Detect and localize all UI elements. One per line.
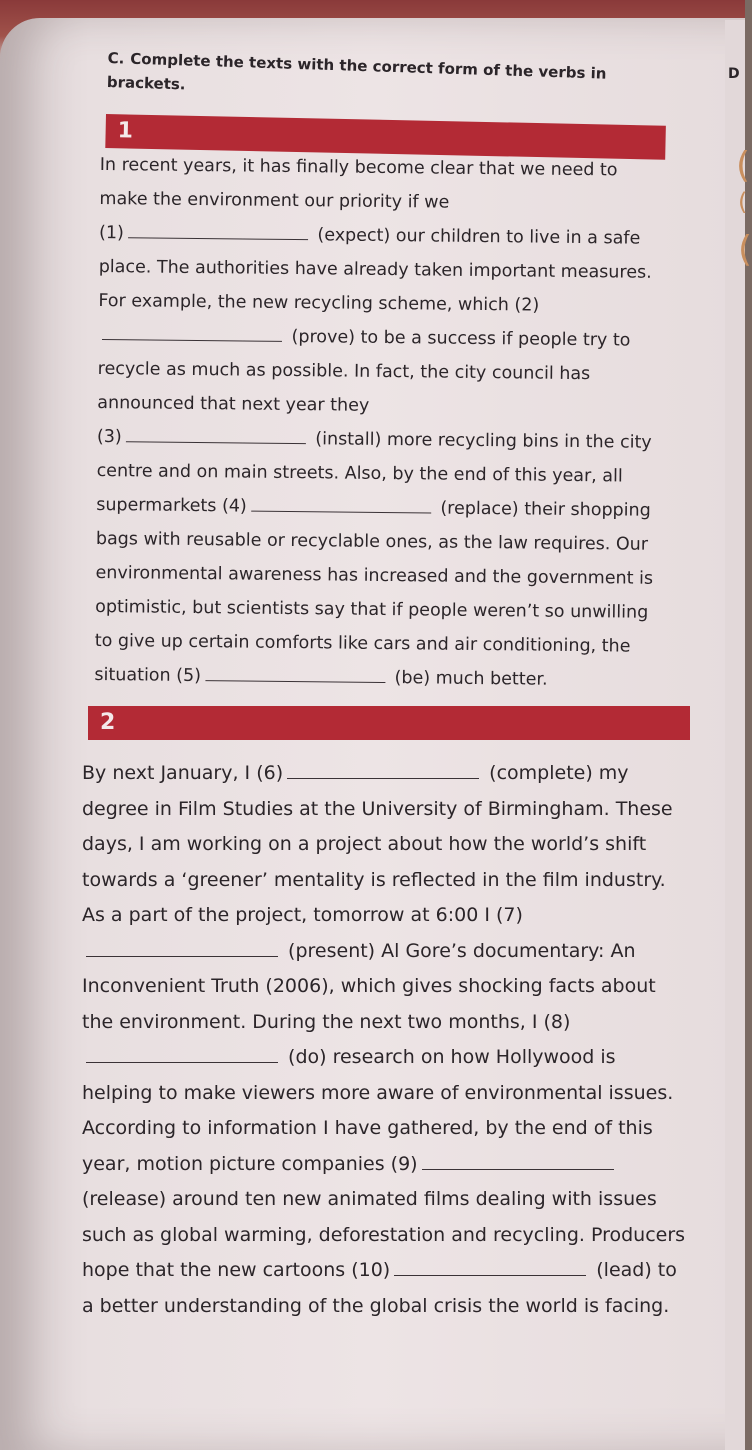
gap-blank-7[interactable] (86, 955, 278, 957)
gap-blank-1[interactable] (128, 236, 308, 240)
decorative-bracket-icon: ( (736, 145, 751, 186)
passage-text: In recent years, it has finally become clear that we need to make the environment our priority if we (99, 154, 618, 213)
text-passage-2 (82, 756, 692, 1324)
gap-number: (3) (96, 426, 122, 448)
gap-blank-9[interactable] (422, 1168, 614, 1170)
passage-text: (lead) to a better understanding of the global crisis the world is facing. (82, 1259, 677, 1317)
section-number: 1 (117, 118, 134, 144)
text-passage-1 (94, 148, 665, 698)
passage-text: (release) around ten new animated films dealing with issues such as global warming, deforestation and recycling. Producers hope that the new cartoons (10) (82, 1188, 686, 1281)
decorative-bracket-icon: ( (738, 229, 752, 270)
gap-number: (1) (99, 222, 125, 244)
passage-text: By next January, I (6) (82, 762, 284, 784)
passage-text: (complete) my degree in Film Studies at the University of Birmingham. These days, I am working on a project about how the world’s shift towards a ‘greener’ mentality is reflected in the film industry. As a part of the project, tomorrow at 6:00 I (7) (82, 762, 673, 926)
gap-blank-4[interactable] (251, 510, 431, 514)
decorative-bracket-icon: ( (738, 188, 748, 216)
next-exercise-letter: D (728, 66, 740, 82)
gap-blank-6[interactable] (287, 777, 479, 779)
passage-text: (expect) our children to live in a safe place. The authorities have already taken important measures. For example, the new recycling scheme, which (2) (98, 225, 652, 316)
passage-text: (prove) to be a success if people try to recycle as much as possible. In fact, the city council has announced that next year they (97, 327, 631, 416)
gap-blank-5[interactable] (205, 679, 385, 683)
passage-text: (replace) their shopping bags with reusable or recyclable ones, as the law requires. Our environmental awareness has increased and the government is optimistic, but scientists say that if people weren’t so unwilling to give up certain comforts like cars and air conditioning, the situation (5) (94, 498, 654, 687)
exercise-letter: C. (107, 48, 125, 68)
section-header-2 (88, 706, 690, 740)
section-number: 2 (100, 710, 116, 735)
gap-blank-10[interactable] (394, 1274, 586, 1276)
passage-text: (present) Al Gore’s documentary: An Inconvenient Truth (2006), which gives shocking facts about the environment. During the next two months, I (8) (82, 939, 656, 1033)
gap-blank-2[interactable] (102, 338, 282, 342)
passage-text: (be) much better. (394, 668, 548, 690)
instruction-text: Complete the texts with the correct form of the verbs in brackets. (106, 49, 607, 94)
passage-text: (install) more recycling bins in the city centre and on main streets. Also, by the end of this year, all supermarkets (4) (96, 429, 652, 517)
exercise-instruction (106, 46, 667, 112)
gap-blank-8[interactable] (86, 1061, 278, 1063)
gap-blank-3[interactable] (126, 440, 306, 444)
passage-text: (do) research on how Hollywood is helping to make viewers more aware of environmental issues. According to information I have gathered, by the end of this year, motion picture companies (9) (82, 1046, 674, 1175)
